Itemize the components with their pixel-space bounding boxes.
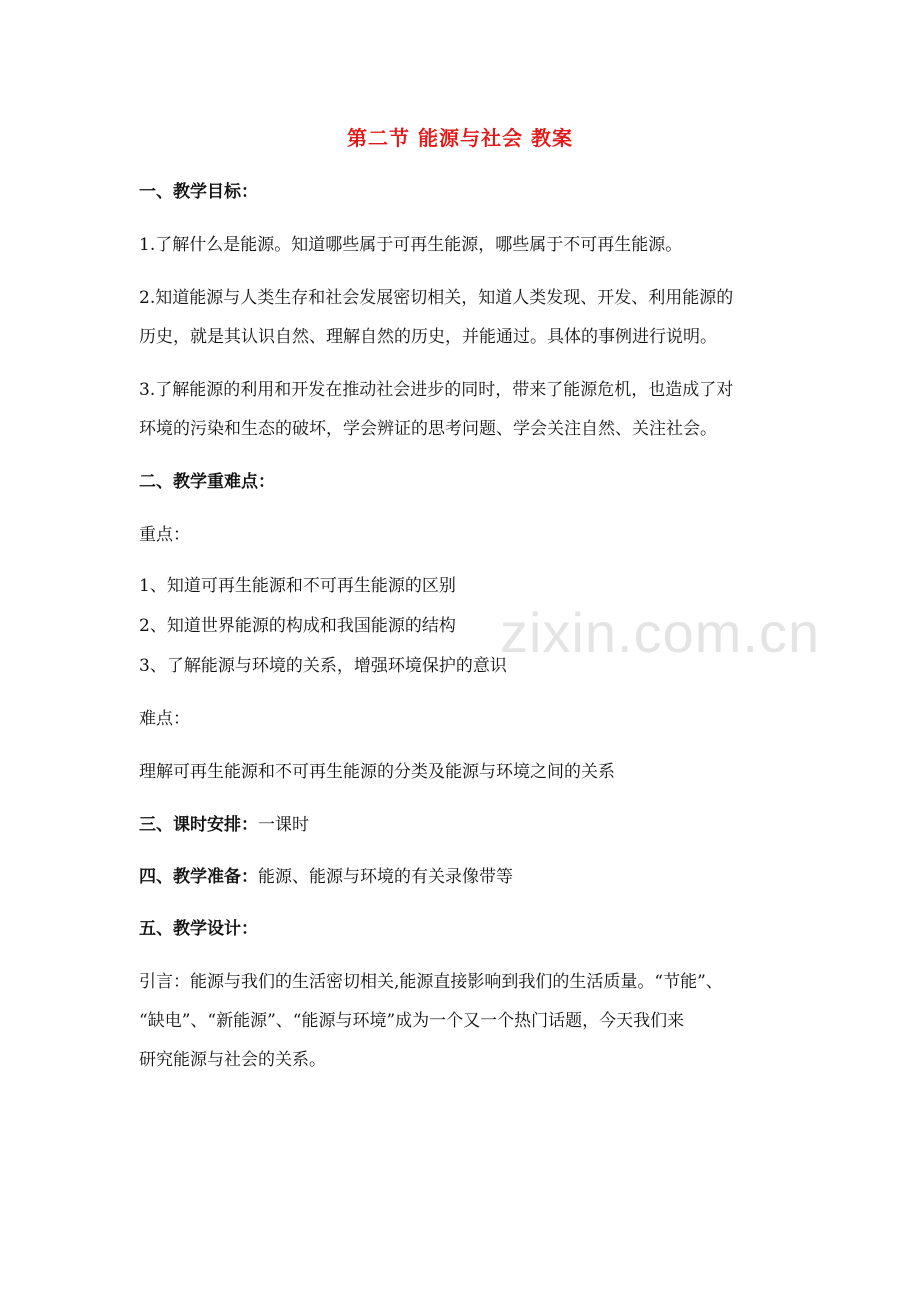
section-heading-schedule: 三、课时安排： (139, 815, 258, 835)
document-title: 第二节 能源与社会 教案 (347, 126, 573, 150)
watermark: zixin.com.cn (500, 601, 821, 664)
design-line-3: 研究能源与社会的关系。 (139, 1050, 326, 1070)
schedule-value: 一课时 (258, 815, 309, 835)
preparation-row (139, 866, 789, 888)
section-heading-design: 五、教学设计： (139, 919, 258, 939)
section-heading-key-points: 二、教学重难点： (139, 472, 275, 492)
design-line-2: “缺电”、“新能源”、“能源与环境”成为一个又一个热门话题，今天我们来 (139, 1011, 685, 1031)
difficulty-label: 难点： (139, 709, 190, 729)
section-heading-preparation: 四、教学准备： (139, 867, 258, 887)
key-item-1: 1、知道可再生能源和不可再生能源的区别 (139, 576, 456, 596)
objective-line-3: 历史，就是其认识自然、理解自然的历史，并能通过。具体的事例进行说明。 (139, 327, 717, 347)
preparation-value: 能源、能源与环境的有关录像带等 (258, 867, 513, 887)
section-heading-objectives: 一、教学目标： (139, 182, 258, 202)
objective-line-2: 2.知道能源与人类生存和社会发展密切相关，知道人类发现、开发、利用能源的 (139, 288, 734, 308)
key-item-2: 2、知道世界能源的构成和我国能源的结构 (139, 616, 456, 636)
objective-line-4: 3.了解能源的利用和开发在推动社会进步的同时，带来了能源危机，也造成了对 (139, 380, 734, 400)
key-item-3: 3、了解能源与环境的关系，增强环境保护的意识 (139, 656, 507, 676)
objective-line-1: 1.了解什么是能源。知道哪些属于可再生能源，哪些属于不可再生能源。 (139, 235, 683, 255)
key-label: 重点： (139, 525, 190, 545)
difficulty-text: 理解可再生能源和不可再生能源的分类及能源与环境之间的关系 (139, 762, 615, 782)
objective-line-5: 环境的污染和生态的破坏，学会辨证的思考问题、学会关注自然、关注社会。 (139, 419, 717, 439)
schedule-row (139, 814, 789, 836)
design-line-1: 引言：能源与我们的生活密切相关,能源直接影响到我们的生活质量。“节能”、 (139, 972, 723, 992)
